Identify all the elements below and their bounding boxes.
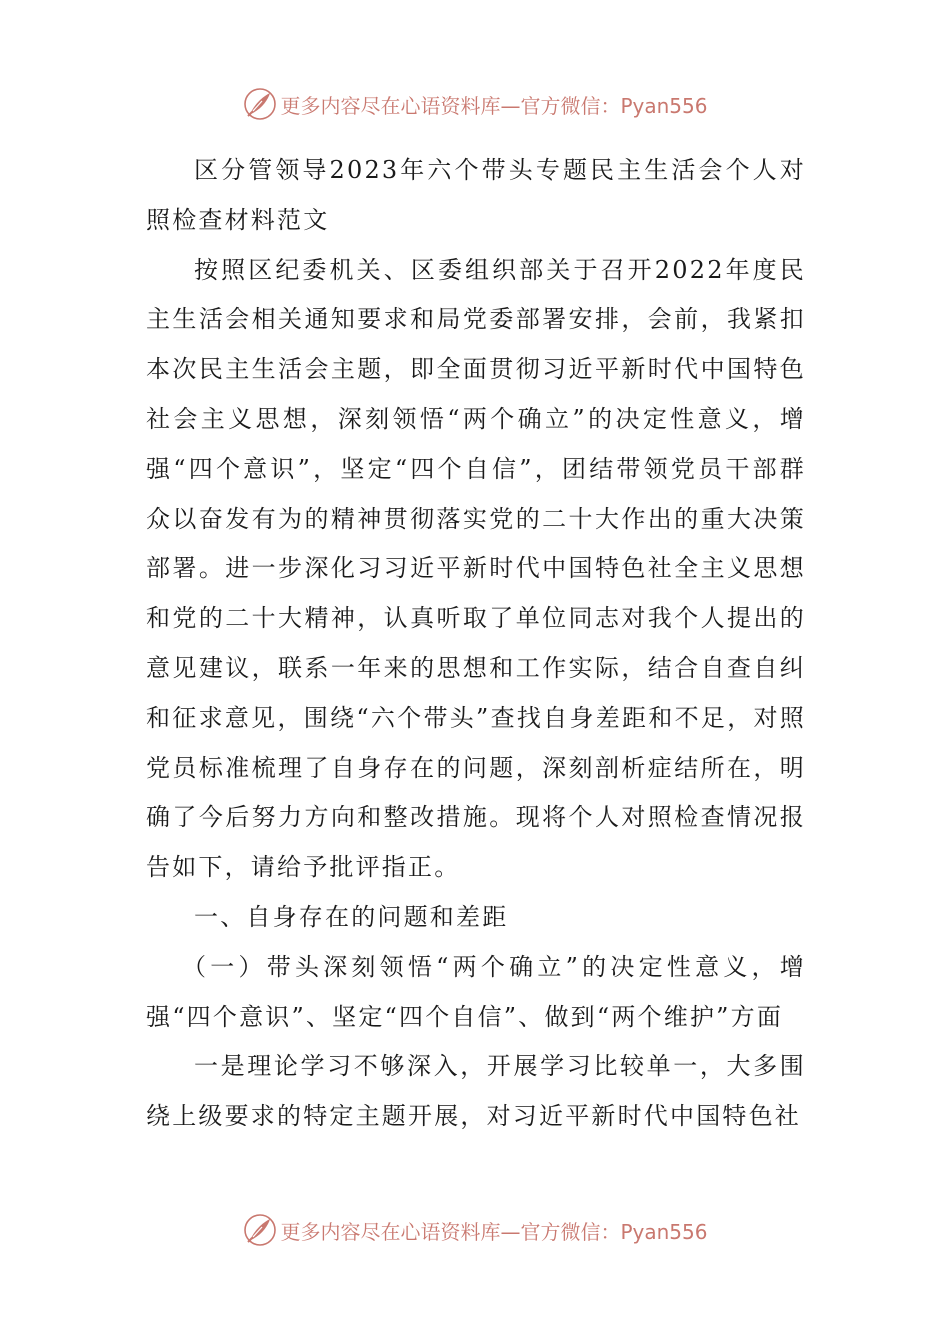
pen-nib-logo-icon: [242, 1212, 278, 1248]
pen-nib-logo-icon: [242, 86, 278, 122]
body-paragraph: 一是理论学习不够深入，开展学习比较单一，大多围绕上级要求的特定主题开展，对习近平新时代中国特色社: [146, 1052, 806, 1131]
section-heading: 一、自身存在的问题和差距: [194, 902, 509, 931]
header-watermark-banner: [0, 84, 950, 124]
document-body: [146, 146, 806, 1142]
intro-paragraph: 按照区纪委机关、区委组织部关于召开2022年度民主生活会相关通知要求和局党委部署安排，会前，我紧扣本次民主生活会主题，即全面贯彻习近平新时代中国特色社会主义思想，深刻领悟“两个确立”的决定性意义，增强“四个意识”，坚定“四个自信”，团结带领党员干部群众以奋发有为的精神贯彻落实党的二十大作出的重大决策部署。进一步深化习习近平新时代中国特色社全主义思想和党的二十大精神，认真听取了单位同志对我个人提出的意见建议，联系一年来的思想和工作实际，结合自查自纠和征求意见，围绕“六个带头”查找自身差距和不足，对照党员标准梳理了自身存在的问题，深刻剖析症结所在，明确了今后努力方向和整改措施。现将个人对照检查情况报告如下，请给予批评指正。: [146, 255, 806, 882]
subsection-heading: （一）带头深刻领悟“两个确立”的决定性意义，增强“四个意识”、坚定“四个自信”、做到“两个维护”方面: [146, 952, 806, 1031]
watermark-text: 更多内容尽在心语资料库—官方微信：Pyan556: [280, 1219, 708, 1244]
footer-watermark-banner: [0, 1210, 950, 1250]
document-title: 区分管领导2023年六个带头专题民主生活会个人对照检查材料范文: [146, 156, 806, 234]
watermark-text: 更多内容尽在心语资料库—官方微信：Pyan556: [280, 93, 708, 118]
